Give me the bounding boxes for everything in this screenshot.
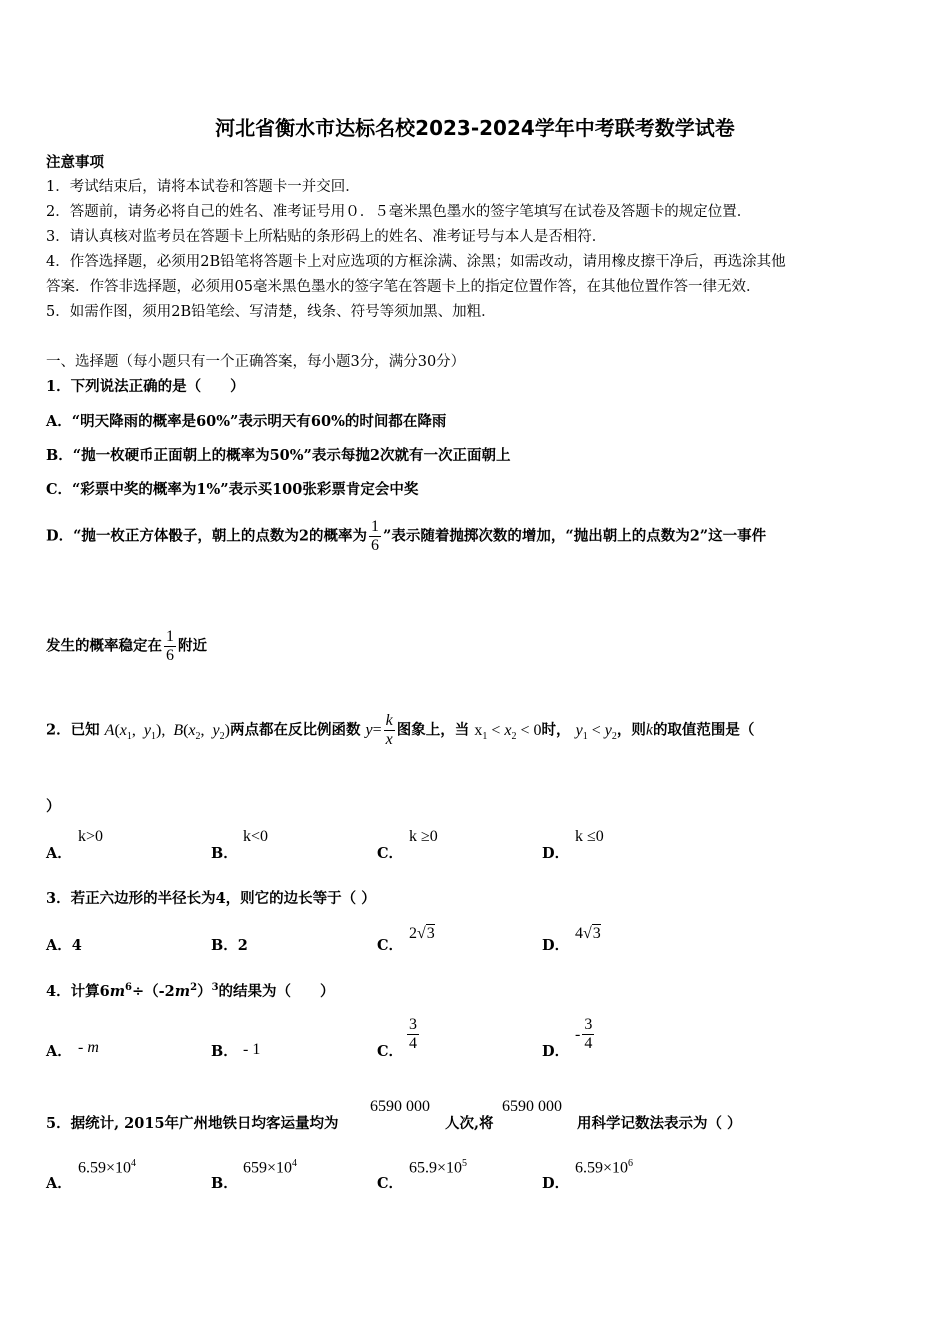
q1-option-c: C．“彩票中奖的概率为1%”表示买100张彩票肯定会中奖	[46, 481, 419, 498]
q5-option-b-value: $659\times 10^4$	[243, 1158, 298, 1177]
q2-option-b-label: B．	[211, 845, 238, 862]
q5-option-b-label: B．	[211, 1175, 238, 1192]
q5-option-c-label: C．	[377, 1175, 404, 1192]
q1-d-text4: 附近	[178, 637, 207, 655]
q5-option-d-value: $6.59\times 10^6$	[575, 1158, 634, 1177]
q5-number-1: 6590 000	[370, 1098, 430, 1115]
q4-option-a-value: - m	[78, 1039, 99, 1056]
q2-option-a-label: A．	[46, 845, 72, 862]
q1-d-text1: D．“抛一枚正方体骰子，朝上的点数为2的概率为	[46, 527, 368, 545]
condition-x: $x_1 < x_2 < 0$	[474, 721, 542, 742]
q2-option-c-value: k ≥0	[409, 828, 438, 845]
q4-option-c-label: C．	[377, 1043, 404, 1060]
q1-stem: 1．下列说法正确的是（ ）	[46, 378, 245, 395]
q5-option-a-label: A．	[46, 1175, 72, 1192]
q4-option-b-value: - 1	[243, 1041, 261, 1058]
note-item: 1．考试结束后，请将本试卷和答题卡一并交回．	[46, 179, 360, 195]
note-item: 答案．作答非选择题，必须用05毫米黑色墨水的签字笔在答题卡上的指定位置作答，在其他位置作答一律无效．	[46, 279, 761, 295]
q5-option-a-value: $6.59\times 10^4$	[78, 1158, 137, 1177]
note-item: 2．答题前，请务必将自己的姓名、准考证号用０．５毫米黑色墨水的签字笔填写在试卷及答题卡的规定位置．	[46, 204, 752, 220]
q2-option-b-value: k<0	[243, 828, 269, 845]
section-heading: 一、选择题（每小题只有一个正确答案，每小题3分，满分30分）	[46, 354, 466, 370]
q5-number-2: 6590 000	[502, 1098, 562, 1115]
q2-stem: 2．已知 $A(x_1$, $y_1$), $B(x_2$, $y_2$)两点都在反比例函数 y= $\frac{k}{x}$ 图象上，当 $x_1 < x_2 < 0$时， $y_1 < y_2$，则k的取值范围是（	[46, 712, 755, 748]
q1-option-b: B．“抛一枚硬币正面朝上的概率为50%”表示每抛2次就有一次正面朝上	[46, 447, 511, 464]
q4-option-d-value: - $\frac{3}{4}$	[575, 1016, 593, 1052]
q2-option-d-value: k ≤0	[575, 828, 604, 845]
note-item: 4．作答选择题，必须用2B铅笔将答题卡上对应选项的方框涂满、涂黑；如需改动，请用橡皮擦干净后，再选涂其他	[46, 254, 786, 270]
q4-option-a-label: A．	[46, 1043, 72, 1060]
q2-stem-close: ）	[46, 798, 61, 815]
note-item: 5．如需作图，须用2B铅笔绘、写清楚，线条、符号等须加黑、加粗．	[46, 304, 496, 320]
q3-option-c-value: 2√3	[409, 925, 435, 942]
fraction-one-sixth: $\frac{1}{6}$	[166, 628, 174, 664]
q3-stem: 3．若正六边形的半径长为4，则它的边长等于（ ）	[46, 890, 376, 907]
q2-option-a-value: k>0	[78, 828, 104, 845]
fraction-three-quarters: $\frac{3}{4}$	[409, 1016, 417, 1052]
q2-option-d-label: D．	[542, 845, 570, 862]
q1-d-text3: 发生的概率稳定在	[46, 637, 162, 655]
q3-option-b: B．2	[211, 937, 248, 954]
notes-heading: 注意事项	[46, 154, 104, 171]
q4-stem: 4．计算$6m^6\div(-2m^2)^3$的结果为（ ）	[46, 982, 335, 1000]
notes-section	[46, 150, 786, 325]
q4-option-b-label: B．	[211, 1043, 238, 1060]
point-a: $A(x_1$, $y_1$), $B(x_2$, $y_2$)	[104, 721, 230, 742]
q5-option-d-label: D．	[542, 1175, 570, 1192]
q4-option-c-value	[405, 1016, 421, 1053]
q3-option-d-label: D．	[542, 937, 570, 954]
q5-option-c-value: $65.9\times 10^5$	[409, 1158, 468, 1177]
q3-option-a: A．4	[46, 937, 82, 954]
fraction-k-over-x: $\frac{k}{x}$	[385, 712, 393, 748]
q1-option-d	[46, 518, 766, 555]
q3-option-c-label: C．	[377, 937, 404, 954]
page-title: 河北省衡水市达标名校2023-2024学年中考联考数学试卷	[215, 116, 735, 140]
fraction-one-sixth: $\frac{1}{6}$	[371, 518, 380, 554]
condition-y: $y_1 < y_2$	[575, 721, 617, 742]
q2-option-c-label: C．	[377, 845, 404, 862]
note-item: 3．请认真核对监考员在答题卡上所粘贴的条形码上的姓名、准考证号与本人是否相符．	[46, 229, 607, 245]
q5-stem-part1: 5．据统计, 2015年广州地铁日均客运量均为	[46, 1115, 339, 1132]
fraction-three-quarters: $\frac{3}{4}$	[584, 1016, 593, 1052]
q5-stem-part3: 用科学记数法表示为（ ）	[577, 1115, 742, 1132]
q1-option-a: A．“明天降雨的概率是60%”表示明天有60%的时间都在降雨	[46, 413, 447, 430]
q4-option-d-label: D．	[542, 1043, 570, 1060]
q5-stem-part2: 人次,将	[445, 1115, 494, 1132]
q1-option-d-continued	[46, 628, 207, 665]
q3-option-d-value: 4√3	[575, 925, 601, 942]
q1-d-text2: ”表示随着抛掷次数的增加，“抛出朝上的点数为2”这一事件	[383, 527, 767, 545]
